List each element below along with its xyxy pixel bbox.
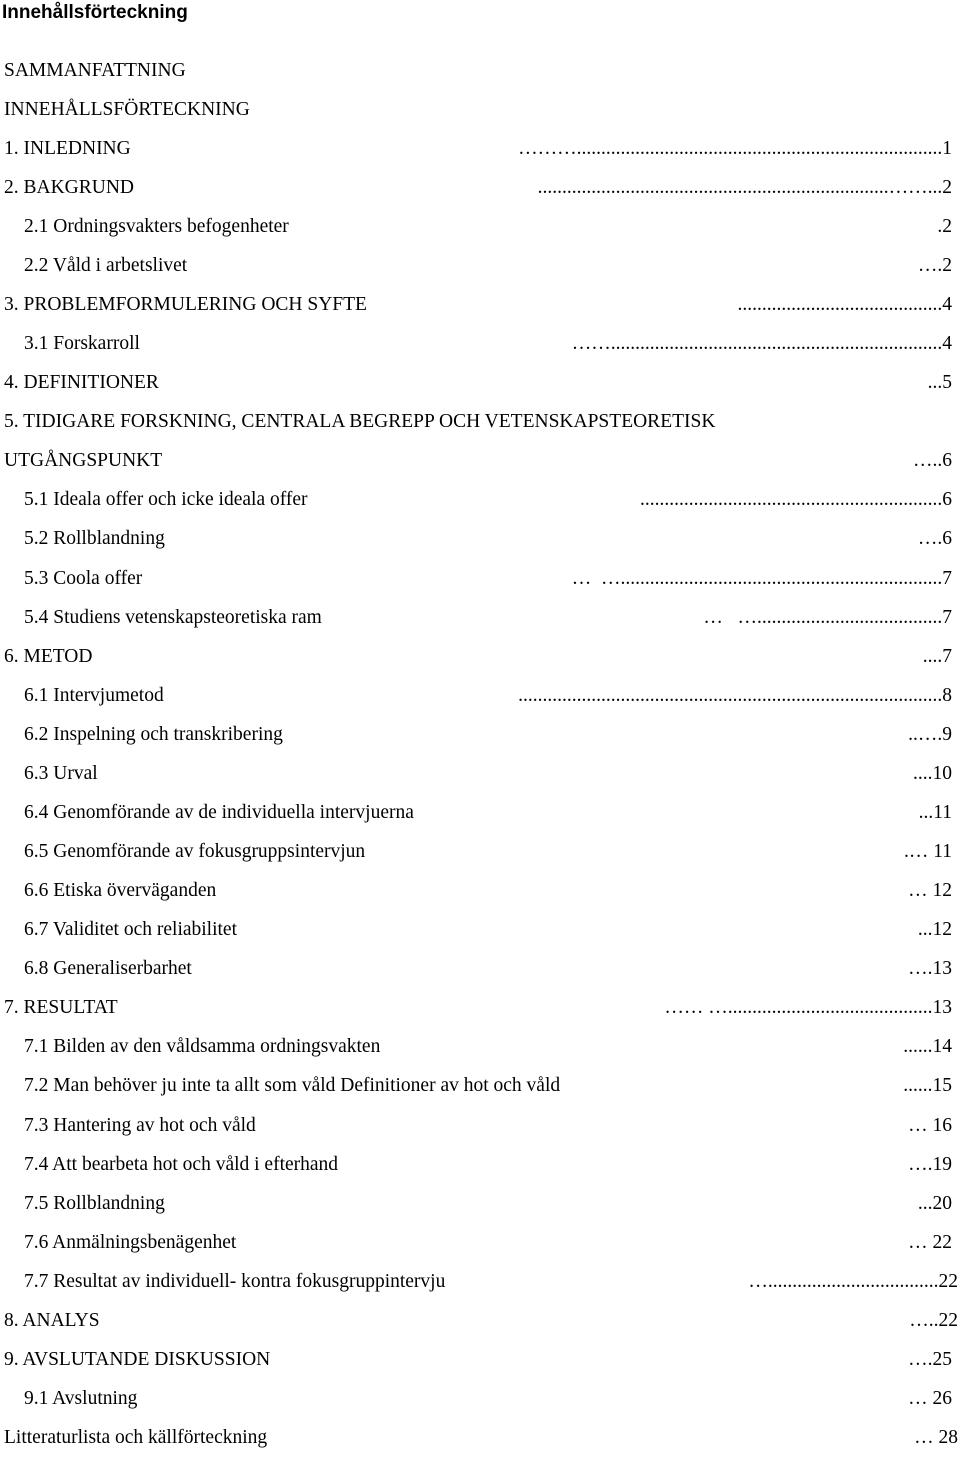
toc-entry-title: 7. RESULTAT bbox=[4, 997, 118, 1018]
toc-entry bbox=[0, 799, 960, 827]
toc-entry-page: .......................................................................................8 bbox=[518, 685, 952, 706]
toc-entry-page: ...5 bbox=[552, 372, 952, 393]
toc-entry bbox=[0, 1112, 960, 1140]
toc-entry-page: ...12 bbox=[615, 919, 952, 940]
toc-entry-page: ………...........................................................................1 bbox=[518, 138, 952, 159]
toc-entry-page: ….25 bbox=[649, 1349, 952, 1370]
toc-entry-page: ...11 bbox=[752, 802, 952, 823]
toc-entry bbox=[0, 1190, 960, 1218]
toc-entry-page: ......14 bbox=[781, 1036, 952, 1057]
toc-entry bbox=[0, 1346, 960, 1374]
toc-entry-title: INNEHÅLLSFÖRTECKNING bbox=[4, 99, 250, 120]
toc-entry-title: 2.2 Våld i arbetslivet bbox=[24, 255, 188, 276]
toc-entry-page: ......15 bbox=[854, 1075, 952, 1096]
toc-entry-page: … 12 bbox=[557, 880, 952, 901]
toc-entry bbox=[0, 721, 960, 749]
toc-entry-title: 6.6 Etiska överväganden bbox=[24, 880, 217, 901]
toc-entry-title: 1. INLEDNING bbox=[4, 138, 131, 159]
toc-entry bbox=[0, 994, 960, 1022]
toc-entry-page: … 28 bbox=[689, 1427, 958, 1448]
toc-entry bbox=[0, 486, 960, 514]
toc-entry-title: 7.1 Bilden av den våldsamma ordningsvakten bbox=[24, 1036, 381, 1057]
toc-entry-title: 7.3 Hantering av hot och våld bbox=[24, 1115, 256, 1136]
toc-entry-page: …..6 bbox=[591, 450, 952, 471]
toc-entry bbox=[0, 1307, 960, 1335]
toc-entry bbox=[0, 643, 960, 671]
toc-entry bbox=[0, 916, 960, 944]
toc-entry-title: 5.2 Rollblandning bbox=[24, 528, 165, 549]
toc-entry-title: 4. DEFINITIONER bbox=[4, 372, 159, 393]
toc-entry bbox=[0, 252, 960, 280]
toc-entry bbox=[0, 291, 960, 319]
toc-entry bbox=[0, 1229, 960, 1257]
toc-entry-title: 2.1 Ordningsvakters befogenheter bbox=[24, 216, 289, 237]
toc-entry-page: .2 bbox=[557, 216, 952, 237]
toc-entry-title: Litteraturlista och källförteckning bbox=[4, 1427, 268, 1448]
toc-entry-page: ....7 bbox=[527, 646, 952, 667]
toc-entry-page: ….2 bbox=[508, 255, 952, 276]
toc-entry bbox=[0, 174, 960, 202]
toc-entry-page: … 26 bbox=[537, 1388, 952, 1409]
toc-entry bbox=[0, 838, 960, 866]
toc-entry-title: 6.3 Urval bbox=[24, 763, 98, 784]
toc-entry-page: ..........................................4 bbox=[737, 294, 952, 315]
toc-entry-page: ....10 bbox=[518, 763, 952, 784]
toc-entry-page: … 22 bbox=[596, 1232, 952, 1253]
toc-entry bbox=[0, 604, 960, 632]
toc-entry-title: 6.8 Generaliserbarhet bbox=[24, 958, 192, 979]
toc-entry-page: …… …..........................................13 bbox=[654, 997, 952, 1018]
toc-entry-title: 9.1 Avslutning bbox=[24, 1388, 138, 1409]
toc-entry-title: SAMMANFATTNING bbox=[4, 60, 186, 81]
toc-entry-title: 3.1 Forskarroll bbox=[24, 333, 140, 354]
toc-entry-page: …..22 bbox=[504, 1310, 958, 1331]
toc-entry bbox=[0, 57, 960, 85]
toc-entry bbox=[0, 213, 960, 241]
toc-entry-page: … …..................................................................7 bbox=[562, 568, 952, 589]
toc-entry-title: 7.5 Rollblandning bbox=[24, 1193, 165, 1214]
toc-entry bbox=[0, 408, 960, 436]
toc-entry bbox=[0, 1151, 960, 1179]
toc-entry bbox=[0, 135, 960, 163]
toc-entry bbox=[0, 877, 960, 905]
toc-entry-page: .… 11 bbox=[728, 841, 952, 862]
toc-entry bbox=[0, 760, 960, 788]
toc-entry-title: 7.4 Att bearbeta hot och våld i efterhand bbox=[24, 1154, 339, 1175]
toc-entry-title: 2. BAKGRUND bbox=[4, 177, 135, 198]
toc-entry bbox=[0, 447, 960, 475]
toc-entry bbox=[0, 955, 960, 983]
toc-entry-title: 7.2 Man behöver ju inte ta allt som våld Definitioner av hot och våld bbox=[24, 1075, 561, 1096]
toc-entry-title: 7.7 Resultat av individuell- kontra fokusgruppintervju bbox=[24, 1271, 446, 1292]
toc-entry bbox=[0, 565, 960, 593]
toc-entry-title: 5.3 Coola offer bbox=[24, 568, 143, 589]
toc-entry-title: 6.7 Validitet och reliabilitet bbox=[24, 919, 238, 940]
toc-entry bbox=[0, 1072, 960, 1100]
toc-entry bbox=[0, 682, 960, 710]
toc-entry-page: ..............................................................6 bbox=[640, 489, 952, 510]
toc-entry-page: ........................................................................……...2 bbox=[537, 177, 952, 198]
toc-entry-title: 6.5 Genomförande av fokusgruppsintervjun bbox=[24, 841, 366, 862]
toc-entry-title: 8. ANALYS bbox=[4, 1310, 100, 1331]
toc-entry bbox=[0, 369, 960, 397]
toc-entry-page: ..….9 bbox=[635, 724, 952, 745]
toc-entry-title: 6.2 Inspelning och transkribering bbox=[24, 724, 283, 745]
toc-entry bbox=[0, 1268, 960, 1296]
toc-entry-title: 5. TIDIGARE FORSKNING, CENTRALA BEGREPP OCH VETENSKAPSTEORETISK bbox=[4, 411, 716, 432]
toc-entry-title: 6. METOD bbox=[4, 646, 93, 667]
toc-entry-page: … 16 bbox=[644, 1115, 952, 1136]
toc-heading: Innehållsförteckning bbox=[2, 2, 188, 23]
toc-entry-title: UTGÅNGSPUNKT bbox=[4, 450, 163, 471]
toc-entry-title: 7.6 Anmälningsbenägenhet bbox=[24, 1232, 237, 1253]
toc-entry bbox=[0, 525, 960, 553]
toc-entry bbox=[0, 1385, 960, 1413]
toc-entry bbox=[0, 1033, 960, 1061]
toc-entry-page: ……....................................................................4 bbox=[557, 333, 952, 354]
toc-entry-title: 3. PROBLEMFORMULERING OCH SYFTE bbox=[4, 294, 367, 315]
toc-entry-title: 6.4 Genomförande av de individuella intervjuerna bbox=[24, 802, 414, 823]
toc-entry bbox=[0, 1424, 960, 1452]
toc-entry-page: … …......................................7 bbox=[688, 607, 952, 628]
toc-entry-page: ….13 bbox=[571, 958, 952, 979]
toc-entry-page: …...................................22 bbox=[743, 1271, 958, 1292]
toc-entry bbox=[0, 96, 960, 124]
toc-entry-title: 6.1 Intervjumetod bbox=[24, 685, 164, 706]
toc-entry-title: 9. AVSLUTANDE DISKUSSION bbox=[4, 1349, 271, 1370]
toc-entry-page: ….19 bbox=[742, 1154, 952, 1175]
toc-entry-page: ….6 bbox=[557, 528, 952, 549]
toc-entry-title: 5.1 Ideala offer och icke ideala offer bbox=[24, 489, 308, 510]
toc-entry bbox=[0, 330, 960, 358]
toc-entry-title: 5.4 Studiens vetenskapsteoretiska ram bbox=[24, 607, 322, 628]
toc-entry-page: ...20 bbox=[557, 1193, 952, 1214]
